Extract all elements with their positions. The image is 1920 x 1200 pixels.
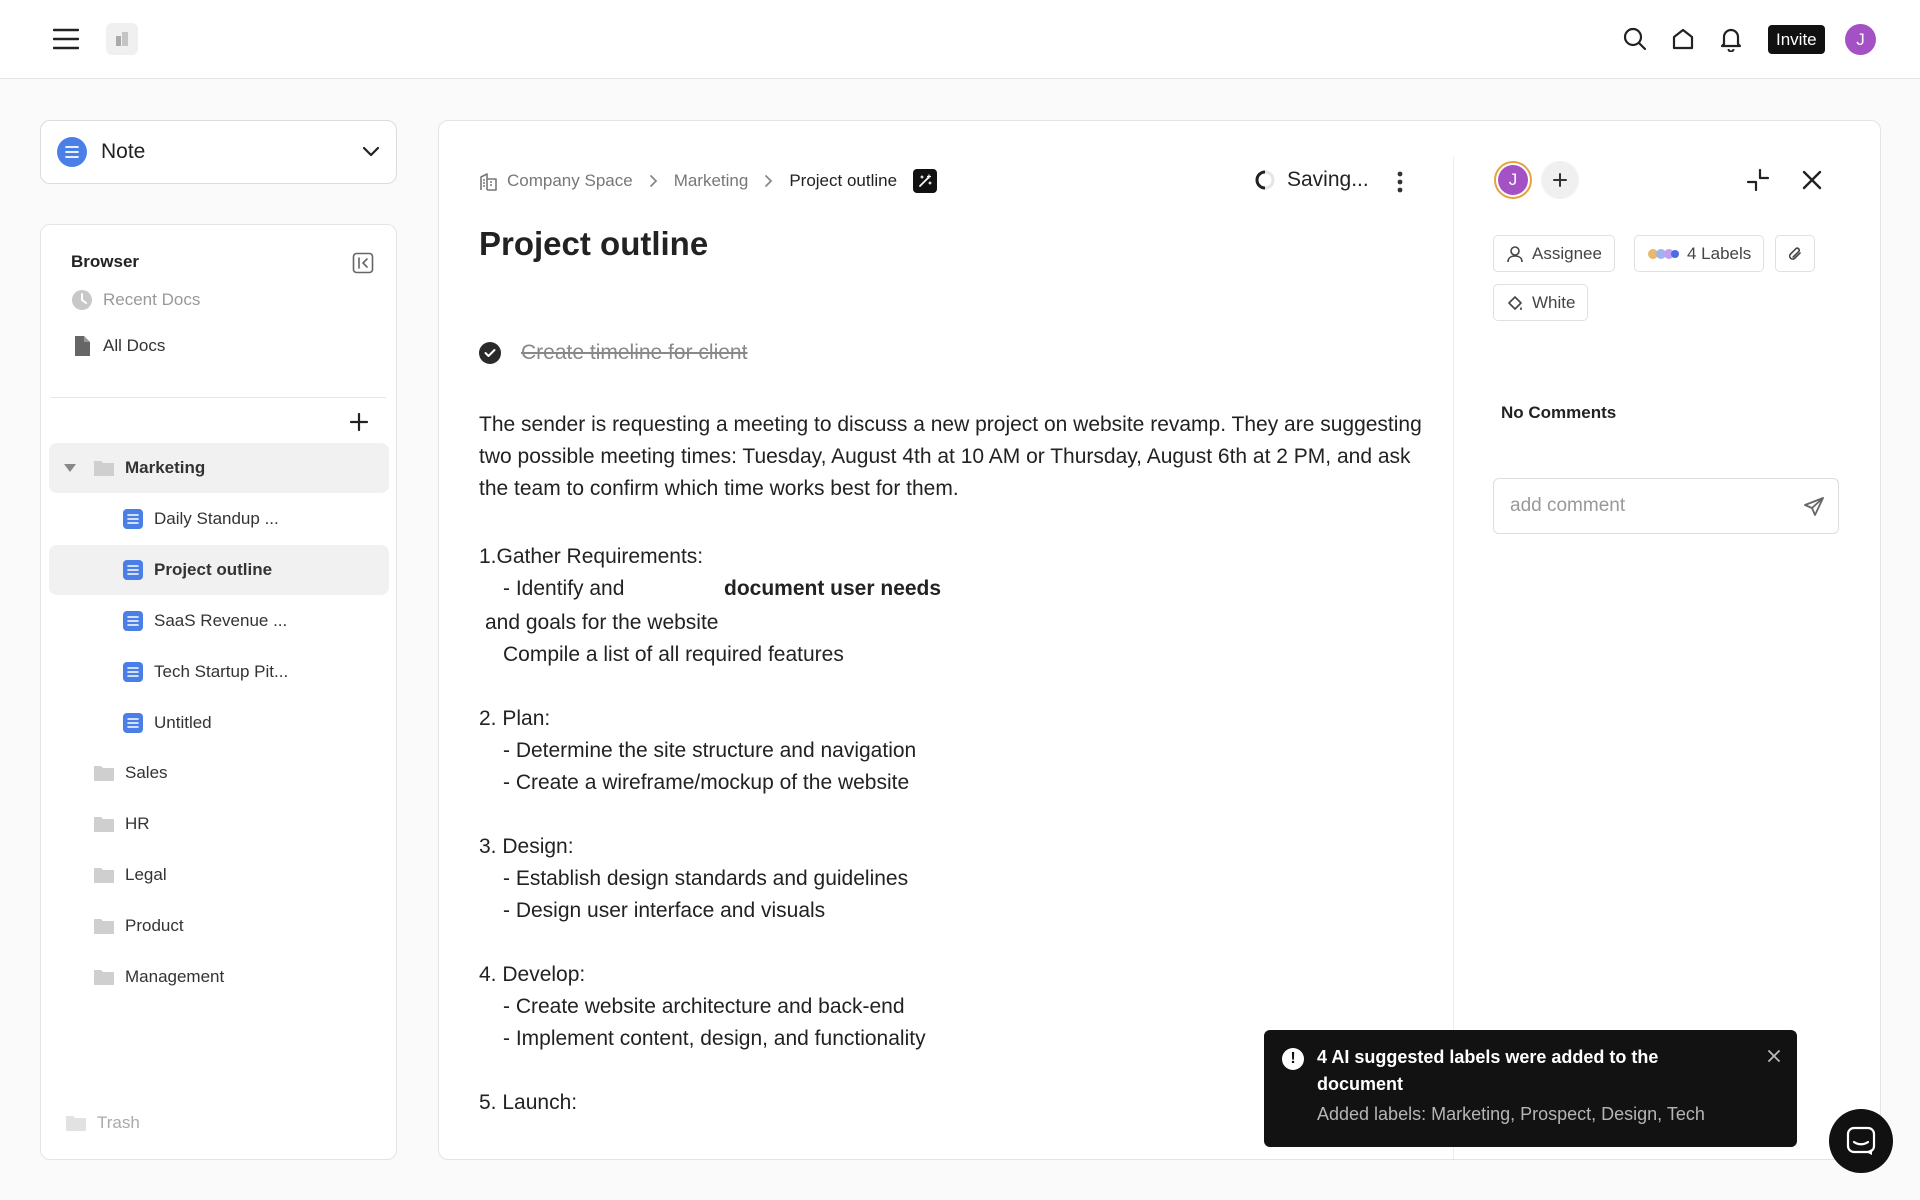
company-space-icon	[479, 171, 499, 191]
page-title[interactable]: Project outline	[479, 225, 709, 262]
alert-icon: !	[1282, 1048, 1304, 1070]
folder-icon	[93, 916, 115, 936]
more-vertical-icon[interactable]	[1385, 167, 1415, 197]
comment-box	[1493, 478, 1839, 534]
doc-item[interactable]	[49, 647, 389, 697]
list-item[interactable]: 5. Launch:	[479, 1091, 578, 1114]
chevron-right-icon	[649, 174, 658, 188]
summary-paragraph[interactable]: The sender is requesting a meeting to discuss a new project on website revamp. They are suggesting two possible meeting times: Tuesday, August 4th at 10 AM or Thursday, August 6th at 2 PM, and ask the team to confirm which time works best for them.	[479, 413, 1422, 500]
paint-bucket-icon	[1506, 294, 1524, 312]
home-icon[interactable]	[1665, 21, 1701, 57]
comment-input[interactable]	[1510, 479, 1780, 533]
list-item[interactable]: 3. Design:	[479, 835, 574, 858]
color-label: White	[1532, 292, 1576, 312]
browser-title: Browser	[71, 252, 140, 271]
no-comments-label: No Comments	[1501, 403, 1617, 422]
toast-notification	[1264, 1030, 1797, 1147]
list-item[interactable]: - Determine the site structure and navigation	[503, 739, 917, 762]
close-icon[interactable]	[1795, 163, 1829, 197]
doc-type-select[interactable]	[40, 120, 397, 184]
minimize-icon[interactable]	[1741, 163, 1775, 197]
folder-item[interactable]	[49, 901, 389, 951]
divider	[1453, 157, 1454, 1160]
folder-item[interactable]	[49, 799, 389, 849]
list-item[interactable]: - Implement content, design, and functionality	[503, 1027, 926, 1050]
doc-label: Daily Standup ...	[154, 509, 279, 528]
file-icon	[71, 335, 93, 357]
trash-link[interactable]	[65, 1113, 140, 1133]
breadcrumb-current[interactable]: Project outline	[789, 171, 898, 190]
toast-close-icon[interactable]	[1762, 1044, 1786, 1068]
search-icon[interactable]	[1617, 21, 1653, 57]
attachment-button[interactable]	[1775, 235, 1815, 272]
folder-icon	[93, 967, 115, 987]
doc-item[interactable]	[49, 698, 389, 748]
folder-label: Product	[125, 916, 184, 935]
document-icon	[123, 713, 143, 733]
list-item[interactable]: - Create a wireframe/mockup of the website	[503, 771, 910, 794]
doc-label: Tech Startup Pit...	[154, 662, 289, 681]
toast-subtitle: Added labels: Marketing, Prospect, Design, Tech	[1317, 1104, 1705, 1124]
clock-icon	[71, 289, 93, 311]
list-item[interactable]: - Establish design standards and guidelines	[503, 867, 909, 890]
document-icon	[123, 509, 143, 529]
caret-down-icon[interactable]	[63, 462, 77, 474]
folder-icon	[93, 763, 115, 783]
assignee-label: Assignee	[1532, 243, 1602, 263]
folder-item[interactable]	[49, 850, 389, 900]
list-item-bold[interactable]: document user needs	[724, 577, 942, 600]
trash-label: Trash	[97, 1113, 140, 1132]
document-icon	[123, 662, 143, 682]
todo-text[interactable]: Create timeline for client	[521, 341, 748, 364]
doc-item[interactable]	[49, 494, 389, 544]
recent-docs-link[interactable]	[71, 285, 200, 315]
labels-dots-icon	[1647, 248, 1679, 260]
chevron-right-icon	[764, 174, 773, 188]
assignee-avatar[interactable]	[1494, 161, 1532, 199]
document-icon	[123, 611, 143, 631]
folder-icon	[93, 458, 115, 478]
checkbox-checked-icon[interactable]	[479, 342, 501, 364]
labels-label: 4 Labels	[1687, 243, 1752, 263]
user-avatar[interactable]: J	[1845, 24, 1876, 55]
toast-title: 4 AI suggested labels were added to the document	[1317, 1047, 1659, 1094]
workspace-logo-icon[interactable]	[106, 23, 138, 55]
bell-icon[interactable]	[1713, 21, 1749, 57]
menu-icon[interactable]	[48, 21, 84, 57]
list-item[interactable]: Compile a list of all required features	[503, 643, 844, 666]
doc-label: SaaS Revenue ...	[154, 611, 288, 630]
send-icon[interactable]	[1800, 493, 1828, 521]
color-chip[interactable]	[1493, 284, 1588, 321]
doc-item[interactable]	[49, 596, 389, 646]
folder-label: HR	[125, 814, 150, 833]
all-docs-link[interactable]	[71, 331, 165, 361]
browser-panel	[40, 224, 397, 1160]
folder-item[interactable]	[49, 952, 389, 1002]
list-item[interactable]: 2. Plan:	[479, 707, 551, 730]
user-icon	[1506, 245, 1524, 263]
paperclip-icon	[1786, 245, 1804, 263]
doc-label: Untitled	[154, 713, 212, 732]
list-item[interactable]: - Create website architecture and back-end	[503, 995, 905, 1018]
document-card	[438, 120, 1881, 1160]
list-item[interactable]: and goals for the website	[485, 611, 719, 634]
folder-label: Legal	[125, 865, 167, 884]
chat-launcher-icon[interactable]	[1829, 1109, 1893, 1173]
trash-folder-icon	[65, 1113, 87, 1133]
add-folder-button[interactable]	[344, 407, 374, 437]
list-item[interactable]: - Design user interface and visuals	[503, 899, 826, 922]
note-type-icon	[57, 137, 87, 167]
folder-label: Marketing	[125, 458, 206, 477]
spinner-icon	[1255, 170, 1275, 190]
all-docs-label: All Docs	[103, 336, 166, 355]
magic-wand-icon[interactable]	[913, 169, 937, 193]
avatar: J	[1498, 165, 1528, 195]
list-item[interactable]: 4. Develop:	[479, 963, 586, 986]
add-member-button[interactable]	[1541, 161, 1579, 199]
labels-chip[interactable]	[1634, 235, 1764, 272]
chevron-down-icon	[362, 146, 380, 158]
top-bar	[0, 0, 1920, 79]
folder-label: Management	[125, 967, 225, 986]
list-item[interactable]: 1.Gather Requirements:	[479, 545, 704, 568]
divider	[51, 397, 386, 398]
folder-icon	[93, 865, 115, 885]
collapse-sidebar-icon[interactable]	[351, 251, 375, 275]
doc-type-label: Note	[101, 140, 146, 163]
folder-marketing[interactable]	[49, 443, 389, 493]
invite-button[interactable]: Invite	[1768, 25, 1825, 54]
breadcrumb-company-space[interactable]: Company Space	[507, 171, 633, 190]
saving-label: Saving...	[1287, 168, 1369, 191]
folder-icon	[93, 814, 115, 834]
todo-item	[479, 341, 747, 365]
saving-status	[1255, 168, 1369, 192]
list-item[interactable]: - Identify and	[503, 577, 625, 600]
assignee-chip[interactable]	[1493, 235, 1615, 272]
doc-label: Project outline	[154, 560, 273, 579]
breadcrumb-marketing[interactable]: Marketing	[673, 171, 749, 190]
recent-docs-label: Recent Docs	[103, 290, 201, 309]
breadcrumb	[479, 169, 937, 193]
folder-label: Sales	[125, 763, 168, 782]
folder-item[interactable]	[49, 748, 389, 798]
document-icon	[123, 560, 143, 580]
doc-item-active[interactable]	[49, 545, 389, 595]
